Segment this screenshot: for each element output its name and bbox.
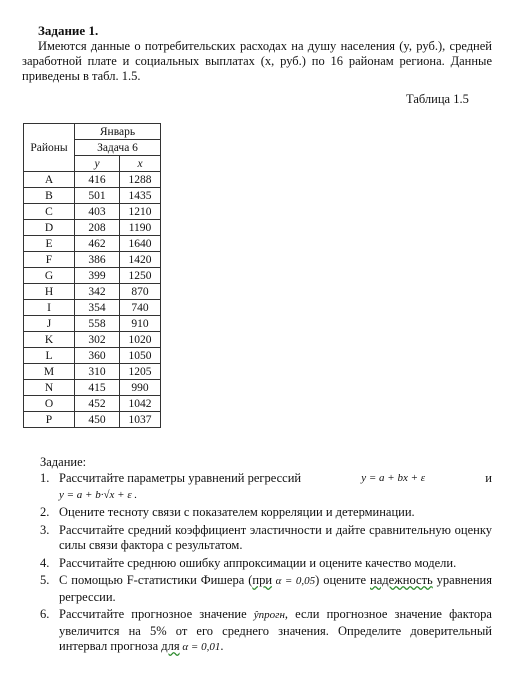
cell-y: 399 xyxy=(75,268,120,284)
cell-x: 1037 xyxy=(120,412,161,428)
table-caption: Таблица 1.5 xyxy=(406,92,469,106)
cell-region: I xyxy=(24,300,75,316)
assignment-header: Задание: xyxy=(40,455,87,469)
item-number: 4. xyxy=(40,555,50,570)
formula-linear: y = a + bx + ε xyxy=(361,472,426,484)
formula-alpha: α = 0,05 xyxy=(272,575,316,587)
cell-region: A xyxy=(24,172,75,188)
cell-y: 416 xyxy=(75,172,120,188)
assignment-item xyxy=(40,556,492,572)
table-row xyxy=(24,188,161,204)
cell-y: 386 xyxy=(75,252,120,268)
cell-x: 740 xyxy=(120,300,161,316)
cell-y: 450 xyxy=(75,412,120,428)
table-row xyxy=(24,364,161,380)
cell-y: 208 xyxy=(75,220,120,236)
cell-x: 870 xyxy=(120,284,161,300)
item-number: 1. xyxy=(40,471,50,485)
task-intro xyxy=(22,39,492,84)
cell-y: 462 xyxy=(75,236,120,252)
header-y: y xyxy=(75,156,120,172)
table-row xyxy=(24,412,161,428)
cell-x: 910 xyxy=(120,316,161,332)
cell-x: 1050 xyxy=(120,348,161,364)
cell-region: E xyxy=(24,236,75,252)
cell-x: 1640 xyxy=(120,236,161,252)
cell-y: 452 xyxy=(75,396,120,412)
cell-y: 403 xyxy=(75,204,120,220)
cell-y: 415 xyxy=(75,380,120,396)
data-table xyxy=(23,123,161,428)
cell-y: 310 xyxy=(75,364,120,380)
item-text: Рассчитайте прогнозное значение xyxy=(59,607,254,621)
cell-y: 558 xyxy=(75,316,120,332)
formula-sqrt: y = a + b·√x + ε . xyxy=(59,488,138,501)
cell-region: J xyxy=(24,316,75,332)
cell-y: 501 xyxy=(75,188,120,204)
item-number: 6. xyxy=(40,607,50,621)
table-row xyxy=(24,284,161,300)
item-text: надежность xyxy=(370,573,433,587)
cell-region: B xyxy=(24,188,75,204)
cell-y: 360 xyxy=(75,348,120,364)
cell-region: C xyxy=(24,204,75,220)
table-row xyxy=(24,396,161,412)
formula-forecast: ŷпрогн xyxy=(253,609,285,621)
table-row xyxy=(24,236,161,252)
header-regions: Районы xyxy=(24,124,75,172)
cell-region: M xyxy=(24,364,75,380)
item-number: 5. xyxy=(40,573,50,587)
table-row xyxy=(24,348,161,364)
formula-alpha: α = 0,01 xyxy=(179,641,221,653)
header-task: Задача 6 xyxy=(75,140,161,156)
item-text: Оцените тесноту связи с показателем корреляции и детерминации. xyxy=(59,505,415,519)
item-text: . xyxy=(220,639,224,653)
item-number: 2. xyxy=(40,505,50,519)
table-row xyxy=(24,172,161,188)
cell-x: 1250 xyxy=(120,268,161,284)
item-text: , если прогнозное значение фактора увеличится на 5% от его среднего значения. Определите доверительный интервал прогноза xyxy=(59,607,492,653)
cell-y: 302 xyxy=(75,332,120,348)
item-text: уравнения регрессии. xyxy=(59,573,492,604)
table-row xyxy=(24,204,161,220)
cell-x: 1420 xyxy=(120,252,161,268)
cell-x: 1205 xyxy=(120,364,161,380)
cell-region: P xyxy=(24,412,75,428)
header-month: Январь xyxy=(75,124,161,140)
assignment-item xyxy=(40,607,492,656)
assignment-item xyxy=(40,523,492,554)
cell-region: H xyxy=(24,284,75,300)
intro-text: Имеются данные о потребительских расходах на душу населения (y, руб.), средней заработной плате и социальных выплатах (x, руб.) по 16 районам региона. Данные приведены в табл. 1.5. xyxy=(22,39,492,83)
cell-region: F xyxy=(24,252,75,268)
item-text: для xyxy=(161,639,180,653)
cell-x: 1435 xyxy=(120,188,161,204)
table-row xyxy=(24,380,161,396)
item-and: и xyxy=(485,471,492,485)
cell-region: K xyxy=(24,332,75,348)
item-text: ) оцените xyxy=(315,573,370,587)
cell-x: 1020 xyxy=(120,332,161,348)
assignment-list xyxy=(40,471,492,658)
table-row xyxy=(24,332,161,348)
table-row xyxy=(24,316,161,332)
item-number: 3. xyxy=(40,522,50,537)
item-text: Рассчитайте средний коэффициент эластичности и дайте сравнительную оценку силы связи фактора с результатом. xyxy=(59,522,492,552)
item-text: Рассчитайте среднюю ошибку аппроксимации и оцените качество модели. xyxy=(59,555,457,570)
table-row xyxy=(24,300,161,316)
header-x: x xyxy=(120,156,161,172)
item-text: при xyxy=(252,573,273,587)
item-text: Рассчитайте параметры уравнений регрессий xyxy=(59,471,302,485)
cell-region: D xyxy=(24,220,75,236)
cell-x: 1210 xyxy=(120,204,161,220)
assignment-item xyxy=(40,471,492,503)
cell-region: G xyxy=(24,268,75,284)
cell-x: 1190 xyxy=(120,220,161,236)
table-row xyxy=(24,252,161,268)
cell-x: 990 xyxy=(120,380,161,396)
cell-region: N xyxy=(24,380,75,396)
cell-x: 1042 xyxy=(120,396,161,412)
table-body xyxy=(24,172,161,428)
cell-region: O xyxy=(24,396,75,412)
assignment-item xyxy=(40,573,492,605)
table-row xyxy=(24,268,161,284)
item-text: С помощью F-статистики Фишера ( xyxy=(59,573,253,587)
cell-y: 342 xyxy=(75,284,120,300)
cell-x: 1288 xyxy=(120,172,161,188)
cell-y: 354 xyxy=(75,300,120,316)
assignment-item xyxy=(40,505,492,521)
table-row xyxy=(24,220,161,236)
cell-region: L xyxy=(24,348,75,364)
task-title: Задание 1. xyxy=(38,23,99,38)
